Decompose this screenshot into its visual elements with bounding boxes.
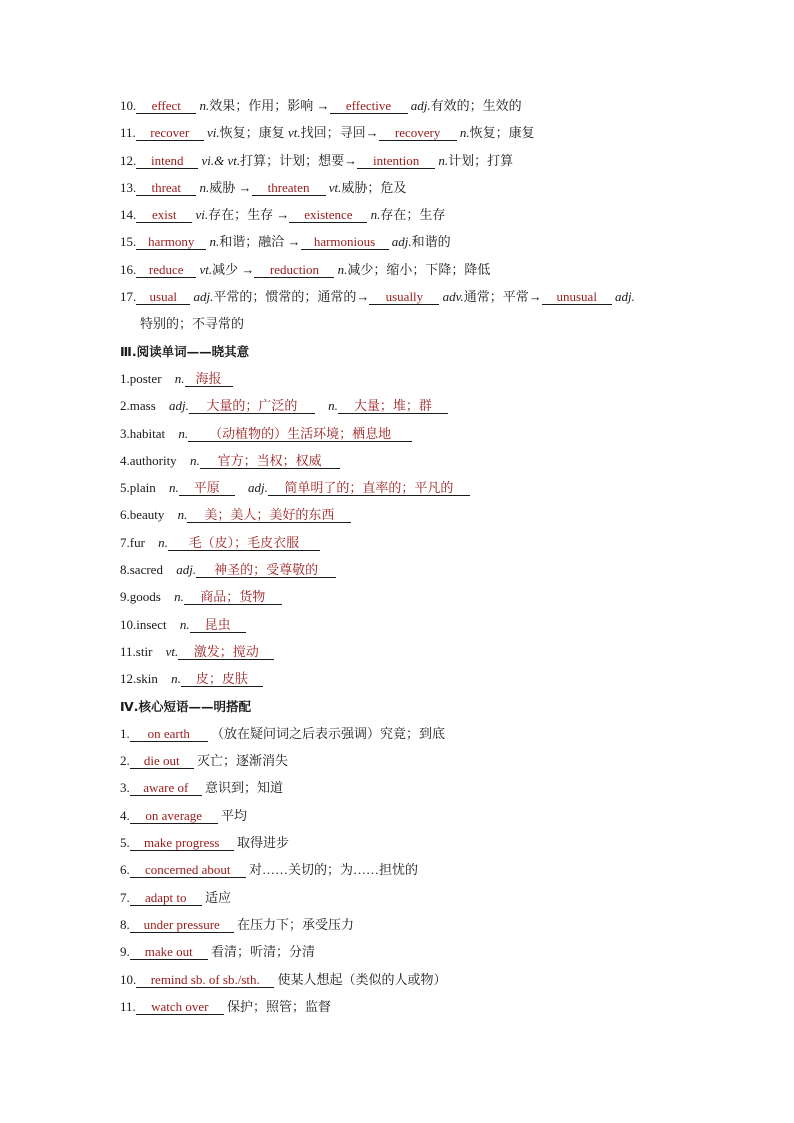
- item-number: 2.: [120, 753, 130, 769]
- item-number: 4.: [120, 452, 130, 468]
- meaning: 威胁 →: [209, 179, 252, 195]
- item-number: 16.: [120, 261, 137, 277]
- meaning: 灭亡；逐渐消失: [197, 753, 289, 769]
- answer-blank: 商品；货物: [184, 590, 282, 605]
- reading-word-item-5: [120, 474, 720, 501]
- phrase-item-4: [120, 802, 720, 829]
- reading-word-item-2: [120, 392, 720, 419]
- meaning: 通常；平常→: [463, 289, 542, 305]
- item-number: 9.: [120, 589, 130, 605]
- part-of-speech: n.: [177, 507, 188, 523]
- part-of-speech: vi.& vt.: [201, 152, 241, 168]
- reading-word-item-11: [120, 638, 720, 665]
- answer-blank: 激发；搅动: [178, 645, 274, 660]
- answer-blank: die out: [130, 754, 194, 769]
- answer-blank: 神圣的；受尊敬的: [196, 563, 336, 578]
- meaning: 效果；作用；影响 →: [209, 98, 330, 113]
- answer-blank: intend: [136, 154, 198, 169]
- word-family-item-17-continued: 特别的；不寻常的: [140, 316, 245, 332]
- part-of-speech: n.: [174, 589, 184, 605]
- meaning: 在压力下；承受压力: [237, 916, 355, 932]
- part-of-speech: vt.: [328, 179, 342, 195]
- word-family-item-16: [120, 256, 720, 283]
- meaning: 对……关切的；为……担忧的: [249, 862, 419, 878]
- part-of-speech: n.: [189, 452, 200, 468]
- answer-blank: reduce: [136, 263, 196, 278]
- reading-word-item-3: [120, 420, 720, 447]
- phrase-item-1: [120, 720, 720, 747]
- part-of-speech: adj.: [410, 98, 431, 113]
- meaning: 意识到；知道: [205, 780, 284, 796]
- answer-blank: （动植物的）生活环境；栖息地: [188, 427, 412, 442]
- reading-word-item-9: [120, 583, 720, 610]
- item-number: 12.: [120, 152, 137, 168]
- answer-blank: make progress: [130, 836, 234, 851]
- meaning: 保护；照管；监督: [227, 998, 332, 1014]
- meaning: 减少 →: [212, 261, 255, 277]
- part-of-speech: adj.: [391, 234, 412, 250]
- item-number: 17.: [120, 289, 137, 305]
- part-of-speech: adj.: [176, 562, 197, 578]
- phrase-item-11: [120, 993, 720, 1020]
- answer-blank: usual: [136, 290, 190, 305]
- part-of-speech: n.: [179, 616, 190, 632]
- answer-blank: intention: [357, 154, 435, 169]
- headword: fur: [129, 534, 145, 550]
- headword: sacred: [129, 562, 163, 578]
- meaning: 适应: [205, 889, 232, 905]
- item-number: 6.: [120, 862, 130, 878]
- part-of-speech: n.: [178, 425, 189, 441]
- answer-blank: recovery: [379, 126, 457, 141]
- phrase-item-5: [120, 829, 720, 856]
- item-number: 1.: [120, 725, 130, 741]
- meaning: 存在；生存: [380, 207, 446, 223]
- part-of-speech: n.: [171, 671, 181, 687]
- answer-blank: threat: [136, 181, 196, 196]
- answer-blank: threaten: [252, 181, 326, 196]
- item-number: 11.: [120, 643, 136, 659]
- meaning: 找回；寻回→: [300, 125, 379, 141]
- item-number: 14.: [120, 207, 137, 223]
- meaning: 平常的；惯常的；通常的→: [213, 289, 370, 305]
- item-number: 9.: [120, 944, 130, 960]
- item-number: 7.: [120, 889, 130, 905]
- reading-word-item-12: [120, 665, 720, 692]
- section-heading-reading-words: Ⅲ.阅读单词——晓其意: [120, 343, 250, 359]
- meaning: 打算；计划；想要→: [240, 152, 358, 168]
- phrase-item-10: [120, 966, 720, 993]
- phrase-item-3: [120, 774, 720, 801]
- item-number: 10.: [120, 98, 137, 113]
- item-number: 4.: [120, 807, 130, 823]
- part-of-speech: n.: [174, 370, 185, 386]
- item-number: 8.: [120, 562, 130, 578]
- phrase-item-6: [120, 856, 720, 883]
- word-family-item-10: [120, 92, 720, 119]
- part-of-speech: adj.: [193, 289, 214, 305]
- meaning: 威胁；危及: [341, 179, 407, 195]
- answer-blank: on average: [130, 809, 218, 824]
- answer-blank: 昆虫: [190, 618, 246, 633]
- part-of-speech: n.: [370, 207, 381, 223]
- answer-blank: existence: [289, 208, 367, 223]
- item-number: 5.: [120, 480, 130, 496]
- part-of-speech: adj.: [169, 398, 189, 414]
- phrase-item-8: [120, 911, 720, 938]
- item-number: 5.: [120, 835, 130, 851]
- part-of-speech: vt.: [287, 125, 301, 141]
- item-number: 10.: [120, 971, 137, 987]
- meaning: 存在；生存 →: [208, 207, 290, 223]
- item-number: 10.: [120, 616, 137, 632]
- answer-blank: harmony: [136, 235, 206, 250]
- meaning: （放在疑问词之后表示强调）究竟；到底: [211, 725, 446, 741]
- meaning: 计划；打算: [448, 152, 514, 168]
- item-number: 11.: [120, 125, 136, 141]
- answer-blank: exist: [136, 208, 192, 223]
- part-of-speech: adj.: [248, 480, 268, 496]
- part-of-speech: n.: [169, 480, 179, 496]
- item-number: 7.: [120, 534, 130, 550]
- reading-word-item-10: [120, 611, 720, 638]
- meaning: 和谐的: [411, 234, 451, 250]
- part-of-speech: vt.: [199, 261, 213, 277]
- item-number: 12.: [120, 671, 137, 687]
- part-of-speech: vi.: [195, 207, 209, 223]
- reading-word-item-1: [120, 365, 720, 392]
- part-of-speech: n.: [328, 398, 338, 414]
- item-number: 3.: [120, 780, 130, 796]
- answer-blank: on earth: [130, 727, 208, 742]
- section-heading-core-phrases: Ⅳ.核心短语——明搭配: [120, 698, 251, 714]
- reading-word-item-7: [120, 529, 720, 556]
- reading-word-item-8: [120, 556, 720, 583]
- phrase-item-9: [120, 938, 720, 965]
- answer-blank: unusual: [542, 290, 612, 305]
- answer-blank: 简单明了的；直率的；平凡的: [268, 481, 470, 496]
- phrase-item-2: [120, 747, 720, 774]
- word-family-item-12: [120, 147, 720, 174]
- answer-blank: watch over: [136, 1000, 224, 1015]
- part-of-speech: n.: [459, 125, 470, 141]
- answer-blank: usually: [369, 290, 439, 305]
- part-of-speech: vt.: [165, 643, 179, 659]
- meaning: 取得进步: [237, 835, 290, 851]
- answer-blank: make out: [130, 945, 208, 960]
- answer-blank: adapt to: [130, 891, 202, 906]
- answer-blank: 平原: [179, 481, 235, 496]
- meaning: 看清；听清；分清: [211, 944, 316, 960]
- answer-blank: effect: [136, 99, 196, 114]
- part-of-speech: adj.: [614, 289, 635, 305]
- headword: plain: [129, 480, 156, 496]
- answer-blank: 大量；堆；群: [338, 399, 448, 414]
- meaning: 减少；缩小；下降；降低: [347, 261, 491, 277]
- item-number: 15.: [120, 234, 137, 250]
- answer-blank: remind sb. of sb./sth.: [136, 973, 274, 988]
- item-number: 13.: [120, 179, 137, 195]
- part-of-speech: n.: [199, 98, 210, 113]
- part-of-speech: n.: [199, 179, 210, 195]
- answer-blank: 大量的；广泛的: [189, 399, 315, 414]
- part-of-speech: n.: [209, 234, 220, 250]
- phrase-item-7: [120, 884, 720, 911]
- item-number: 2.: [120, 398, 130, 414]
- item-number: 1.: [120, 370, 130, 386]
- headword: goods: [129, 589, 161, 605]
- answer-blank: under pressure: [130, 918, 234, 933]
- word-family-item-11: [120, 119, 720, 146]
- meaning: 有效的；生效的: [430, 98, 522, 113]
- part-of-speech: n.: [438, 152, 449, 168]
- word-family-item-15: [120, 228, 720, 255]
- headword: stir: [135, 643, 153, 659]
- item-number: 11.: [120, 998, 136, 1014]
- reading-word-item-4: [120, 447, 720, 474]
- answer-blank: 海报: [185, 372, 233, 387]
- meaning: 平均: [221, 807, 248, 823]
- worksheet-page: [120, 92, 720, 1020]
- headword: skin: [136, 671, 158, 687]
- answer-blank: concerned about: [130, 863, 246, 878]
- item-number: 8.: [120, 916, 130, 932]
- answer-blank: harmonious: [301, 235, 389, 250]
- meaning: 恢复；康复: [219, 125, 288, 141]
- part-of-speech: adv.: [442, 289, 464, 305]
- word-family-item-13: [120, 174, 720, 201]
- part-of-speech: vi.: [207, 125, 220, 141]
- item-number: 3.: [120, 425, 130, 441]
- answer-blank: 皮；皮肤: [181, 672, 263, 687]
- headword: mass: [129, 398, 156, 414]
- reading-word-item-6: [120, 501, 720, 528]
- answer-blank: 美；美人；美好的东西: [187, 508, 351, 523]
- answer-blank: aware of: [130, 781, 202, 796]
- headword: insect: [136, 616, 167, 632]
- item-number: 6.: [120, 507, 130, 523]
- part-of-speech: n.: [337, 261, 348, 277]
- part-of-speech: n.: [158, 534, 168, 550]
- headword: habitat: [129, 425, 166, 441]
- word-family-item-14: [120, 201, 720, 228]
- headword: beauty: [129, 507, 165, 523]
- answer-blank: effective: [330, 99, 408, 114]
- answer-blank: reduction: [254, 263, 334, 278]
- word-family-item-17: [120, 283, 720, 310]
- answer-blank: recover: [136, 126, 204, 141]
- headword: poster: [129, 370, 162, 386]
- meaning: 使某人想起（类似的人或物）: [277, 971, 447, 987]
- answer-blank: 官方；当权；权威: [200, 454, 340, 469]
- meaning: 和谐；融洽 →: [219, 234, 301, 250]
- answer-blank: 毛（皮）；毛皮衣服: [168, 536, 320, 551]
- meaning: 恢复；康复: [469, 125, 535, 141]
- headword: authority: [129, 452, 177, 468]
